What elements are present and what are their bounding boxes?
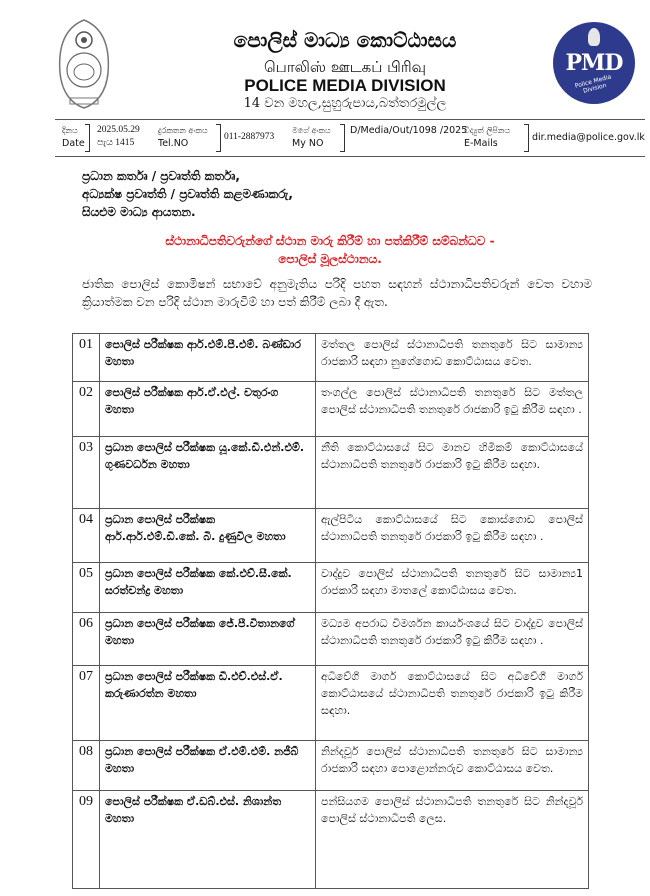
title-english: POLICE MEDIA DIVISION: [244, 76, 446, 95]
myno-value: D/Media/Out/1098 /2025: [350, 125, 468, 136]
table-row: [73, 741, 589, 791]
transfer-details: මත්තල පොලිස් ස්ථානාධිපති තනතුරේ සිට සාමාන්‍ය රාජකාරි සඳහා නුගේගොඩ කොට්ඨාසය වෙත.: [316, 334, 589, 382]
email-value: dir.media@police.gov.lk: [532, 132, 645, 143]
transfer-details: ඇල්පිටිය කොට්ඨාසයේ සිට කොස්ගොඩ පොලිස් ස්ථානාධිපති තනතුරේ රාජකාරි ඉටු කිරීම සඳහා .: [316, 509, 589, 563]
table-row: [73, 382, 589, 437]
officer-name: ප්‍රධාන පොලිස් පරීක්ෂක ජේ.පී.විතානගේ මහතා: [100, 613, 316, 666]
officer-name: ප්‍රධාන පොලිස් පරීක්ෂක ආර්.ආර්.එම්.ඩී.කේ. බී. දුණුවිල මහතා: [100, 509, 316, 563]
intro-paragraph: ජාතික පොලිස් කොමිෂන් සභාවේ අනුමැතිය පරිදි පහත සඳහන් ස්ථානාධිපතිවරුන් වෙත වහාම ක්‍රියාත්මක වන පරිදි ස්ථාන මාරුවීම් හා පත් කිරීම් ලබා දී ඇත.: [82, 277, 592, 309]
divider-top: [55, 119, 645, 120]
bracket: [216, 124, 221, 152]
transfer-details: නින්දවූර් පොලිස් ස්ථානාධිපති තනතුරේ සිට සාමාන්‍ය රාජකාරි සඳහා පොළොන්නරුව කොට්ඨාසය වෙත.: [316, 741, 589, 791]
title-sinhala: පොලිස් මාධ්‍ය කොට්ඨාසය: [233, 28, 457, 52]
officer-name: ප්‍රධාන පොලිස් පරීක්ෂක යූ.කේ.ඩී.එන්.එම්. ගුණවර්ධන මහතා: [100, 437, 316, 509]
row-number: 09: [73, 791, 100, 889]
officer-name: ප්‍රධාන පොලිස් පරීක්ෂක ඩී.එච්.එස්.ඒ. කරුණාරත්න මහතා: [100, 666, 316, 741]
pmd-logo: PMD Police Media Division: [553, 22, 635, 104]
table-row: [73, 334, 589, 382]
transfer-details: තංගල්ල පොලිස් ස්ථානාධිපති තනතුරේ සිට මත්තල පොලිස් ස්ථානාධිපති තනතුරේ රාජකාරි ඉටු කිරීම සඳහා .: [316, 382, 589, 437]
table-row: [73, 563, 589, 613]
addressees: ප්‍රධාන කර්තෘ / ප්‍රවෘත්ති කර්තෘ, අධ්‍යක්ෂ ප්‍රවෘත්ති / ප්‍රවෘත්ති කළමණාකරු, සියළුම මාධ්‍ය ආයතන.: [82, 169, 293, 219]
officer-name: පොලිස් පරීක්ෂක ආර්.එම්.පී.එම්. බණ්ඩාර මහතා: [100, 334, 316, 382]
officer-name: පොලිස් පරීක්ෂක ඒ.ඩබ්.එස්. නිශාන්ත මහතා: [100, 791, 316, 889]
transfer-details: වාද්දුව පොලිස් ස්ථානාධිපති තනතුරේ සිට සාමාන්‍ය1 රාජකාරි සඳහා මාතලේ කොට්ඨාසය වෙත.: [316, 563, 589, 613]
title-tamil: பொலிஸ் ஊடகப் பிரிவு: [263, 58, 426, 76]
transfer-details: මධ්‍යම අපරාධ විමර්ශන කාර්යංශයේ සිට වාද්දුව පොලිස් ස්ථානාධිපති තනතුරේ රාජකාරි ඉටු කිරීම සඳහා .: [316, 613, 589, 666]
date-value: 2025.05.29 පැය 1415: [97, 125, 140, 148]
officer-name: ප්‍රධාන පොලිස් පරීක්ෂක ඒ.එම්.එම්. නජීබ් මහතා: [100, 741, 316, 791]
date-label: දිනය Date: [62, 126, 85, 149]
row-number: 04: [73, 509, 100, 563]
tel-value: 011-2887973: [224, 132, 275, 142]
bracket: [524, 124, 529, 152]
myno-label: මගේ අංකය My NO: [292, 126, 331, 149]
officer-name: පොලිස් පරීක්ෂක ආර්.ඒ.එල්. චතුරංග මහතා: [100, 382, 316, 437]
divider-bottom: [55, 156, 645, 157]
table-row: [73, 666, 589, 741]
row-number: 07: [73, 666, 100, 741]
police-emblem-logo: [56, 18, 112, 110]
table-row: [73, 437, 589, 509]
transfers-table: [72, 333, 589, 889]
table-row: [73, 613, 589, 666]
row-number: 01: [73, 334, 100, 382]
row-number: 03: [73, 437, 100, 509]
row-number: 06: [73, 613, 100, 666]
officer-name: ප්‍රධාන පොලිස් පරීක්ෂක කේ.එච්.සී.කේ. සරත්චන්ද්‍ර මහතා: [100, 563, 316, 613]
bracket: [85, 124, 90, 152]
bracket: [340, 124, 345, 152]
crest-icon: [588, 28, 600, 46]
address: 14 වන මහල,සුහුරුපාය,බත්තරමුල්ල: [243, 96, 447, 111]
tel-label: දුරකතන අංකය Tel.NO: [158, 126, 208, 149]
row-number: 08: [73, 741, 100, 791]
transfer-details: පන්සියගම පොලිස් ස්ථානාධිපති තනතුරේ සිට නින්දවූර් පොලිස් ස්ථානාධිපති ලෙස.: [316, 791, 589, 889]
transfer-details: අධිවේගී මාර්ග කොට්ඨාසයේ සිට අධිවේගී මාර්ග කොට්ඨාසයේ ස්ථානාධිපති තනතුරේ රාජකාරි ඉටු කිරීම සඳහා.: [316, 666, 589, 741]
table-row: [73, 509, 589, 563]
row-number: 05: [73, 563, 100, 613]
transfer-details: නීති කොට්ඨාසයේ සිට මානව හිමිකම් කොට්ඨාසයේ ස්ථානාධිපති තනතුරේ රාජකාරි ඉටු කිරීම සඳහා.: [316, 437, 589, 509]
row-number: 02: [73, 382, 100, 437]
subject: ස්ථානාධිපතිවරුන්ගේ ස්ථාන මාරු කිරීම් හා පත්කිරීම් සම්බන්ධව - පොලිස් මූලස්ථානය.: [165, 234, 495, 266]
email-label: විද්‍යුත් ලිපිනය E-Mails: [464, 126, 511, 149]
table-row: [73, 791, 589, 889]
